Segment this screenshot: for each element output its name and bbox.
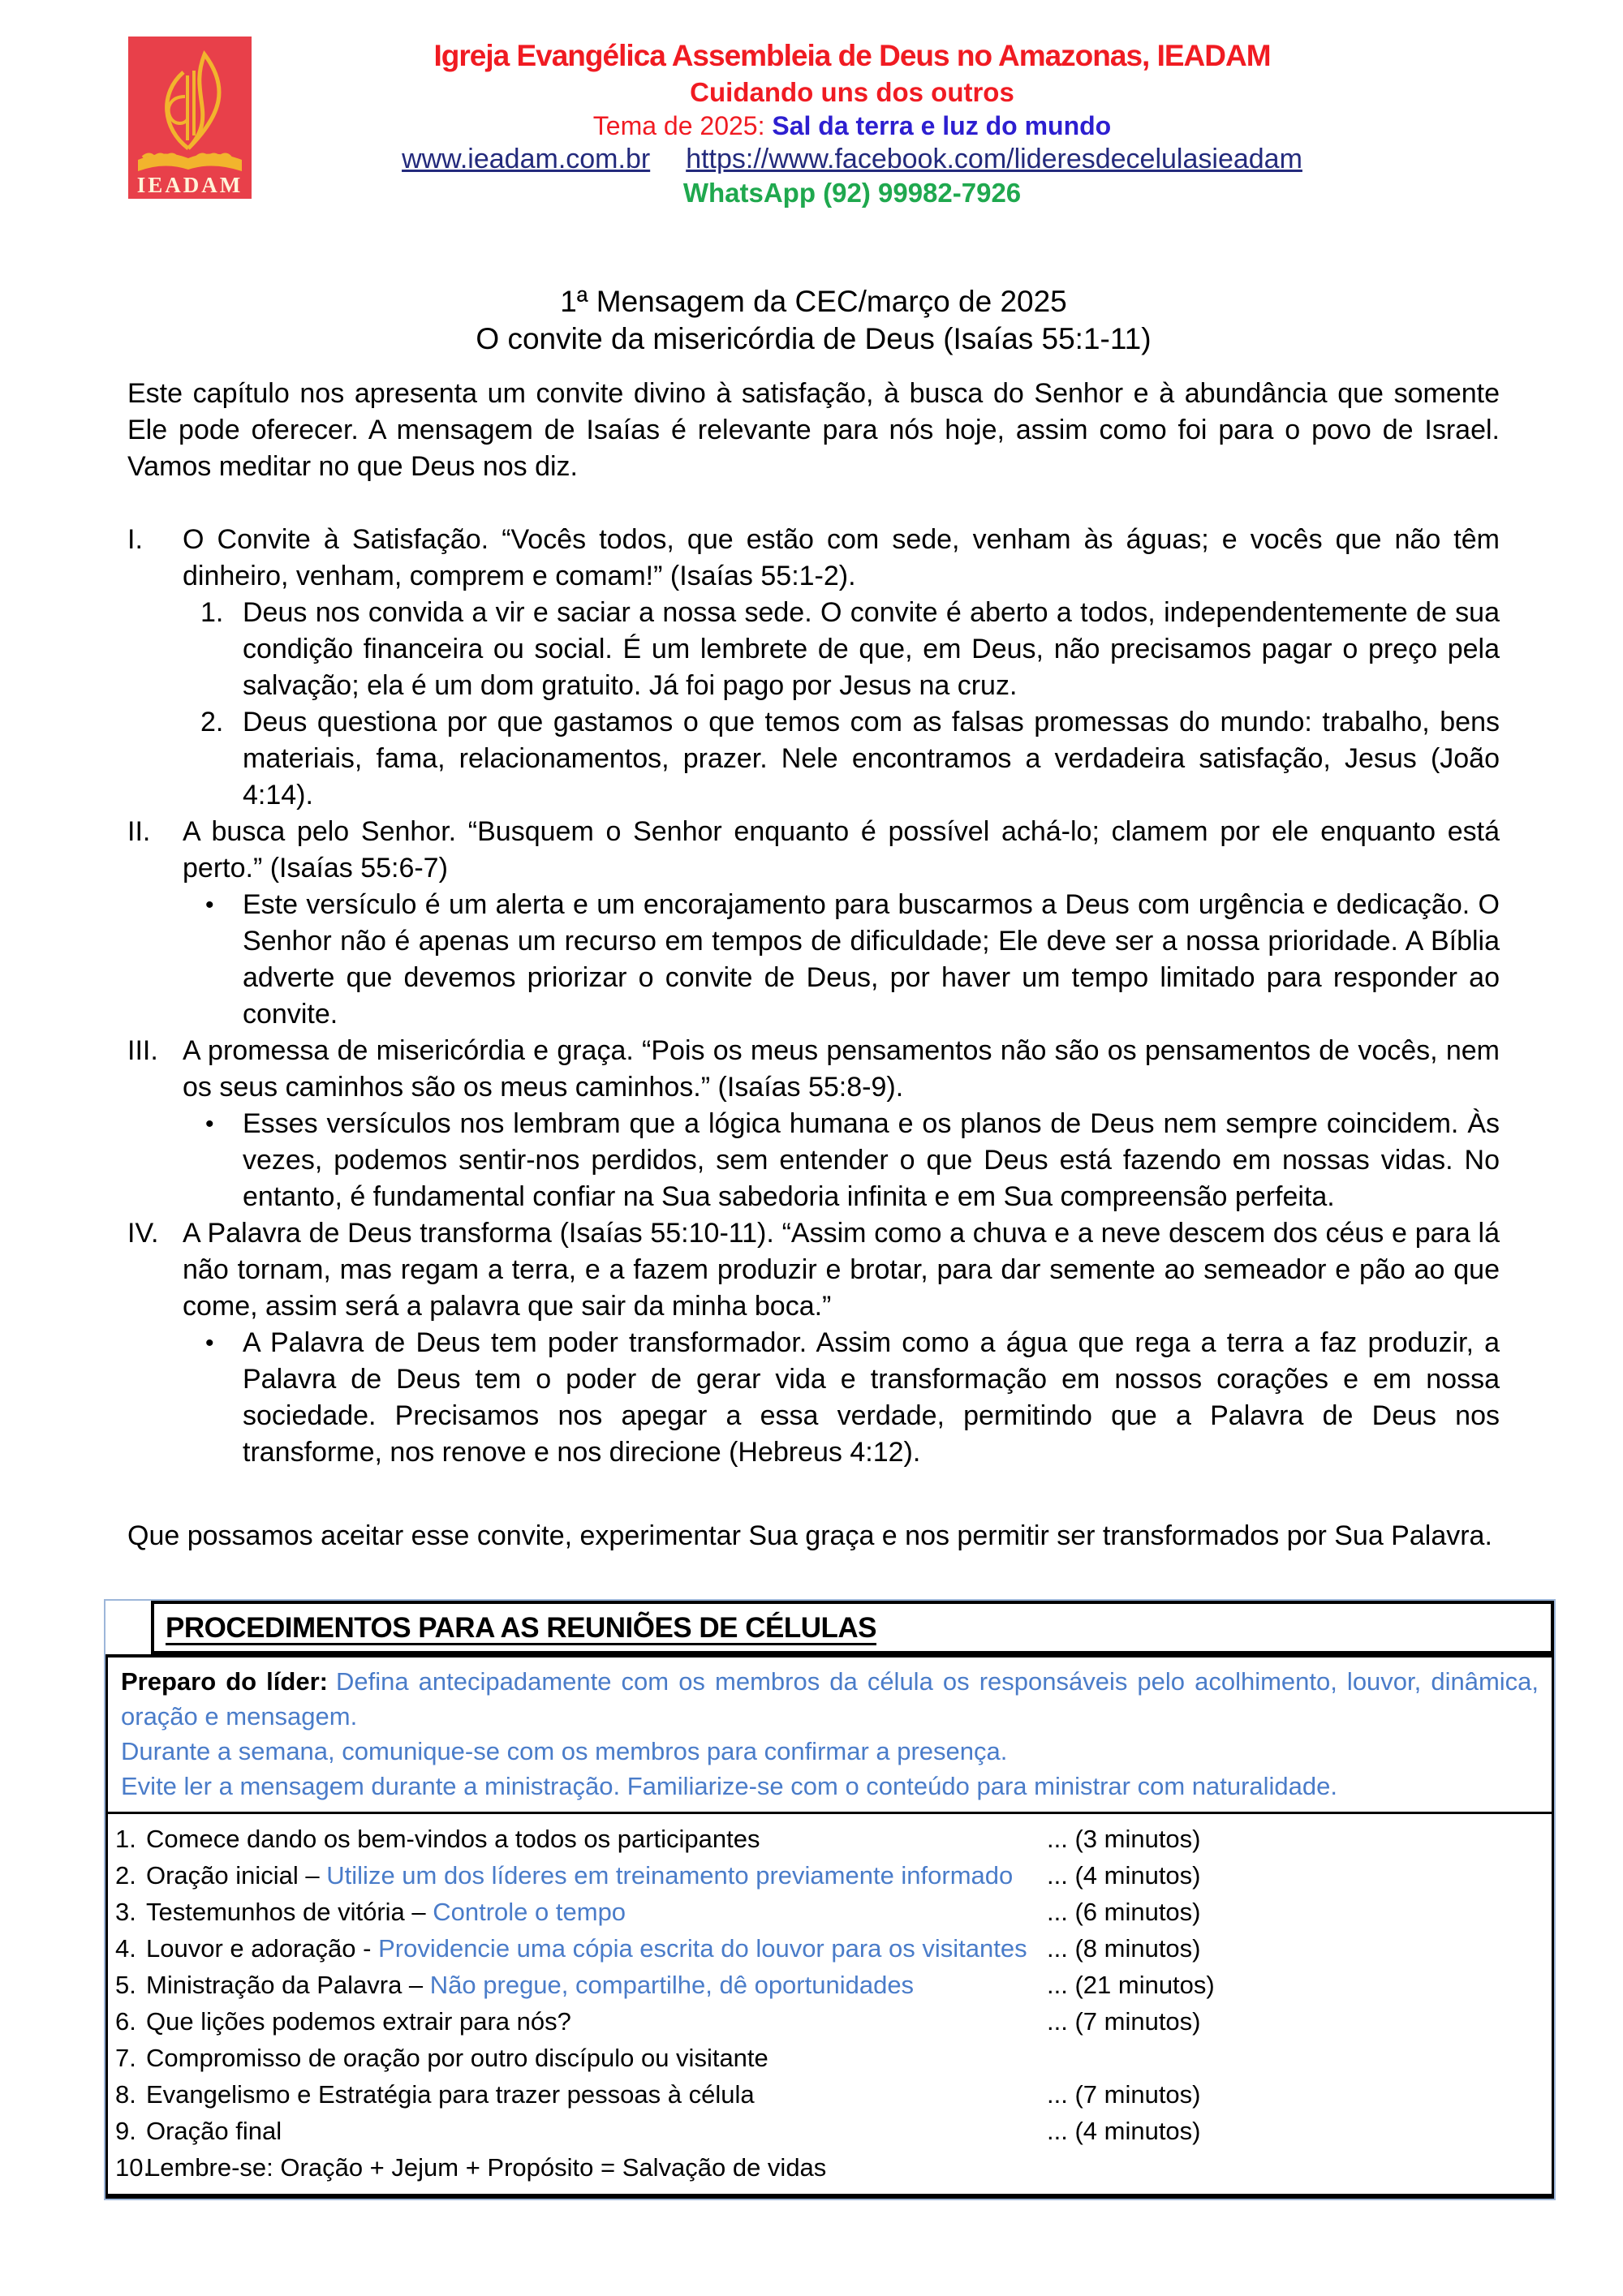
procedure-row [115, 2076, 1542, 2113]
procedure-duration: ... (7 minutos) [1047, 2007, 1201, 2036]
procedure-label: Oração inicial – [146, 1861, 327, 1890]
procedure-number: 2. [115, 1861, 136, 1890]
outline-item [127, 814, 1500, 887]
procedure-number: 6. [115, 2007, 136, 2036]
procedure-duration: ... (4 minutos) [1047, 2117, 1201, 2145]
procedure-duration: ... (4 minutos) [1047, 1861, 1201, 1890]
outline-subitem [127, 1325, 1500, 1471]
procedure-number: 4. [115, 1934, 136, 1963]
procedure-row [115, 1894, 1542, 1930]
whatsapp-line: WhatsApp (92) 99982-7926 [682, 178, 1022, 208]
outline-item [127, 522, 1500, 595]
prep-note: Evite ler a mensagem durante a ministração. Familiarize-se com o conteúdo para ministrar com naturalidade. [121, 1772, 1338, 1800]
procedure-number: 5. [115, 1971, 136, 1999]
intro-paragraph: Este capítulo nos apresenta um convite divino à satisfação, à busca do Senhor e à abundância que somente Ele pode oferecer. A mensagem de Isaías é relevante para nós hoje, assim como foi para o povo de Israel. Vamos meditar no que Deus nos diz. [127, 378, 1500, 482]
procedure-label: Testemunhos de vitória – [146, 1898, 433, 1926]
procedure-note: Providencie uma cópia escrita do louvor para os visitantes [378, 1934, 1027, 1963]
org-tagline: Cuidando uns dos outros [690, 77, 1014, 107]
procedures-heading: PROCEDIMENTOS PARA AS REUNIÕES DE CÉLULAS [166, 1612, 876, 1644]
procedure-row [115, 1967, 1542, 2003]
outline-subitem [127, 1106, 1500, 1215]
procedure-number: 10. [115, 2153, 151, 2182]
procedure-number: 8. [115, 2080, 136, 2109]
procedure-number: 1. [115, 1825, 136, 1853]
procedure-label: Ministração da Palavra – [146, 1971, 430, 1999]
procedure-label: Comece dando os bem-vindos a todos os participantes [146, 1825, 760, 1853]
outline-text: O Convite à Satisfação. “Vocês todos, que estão com sede, venham às águas; e vocês que não têm dinheiro, venham, comprem e comam!” (Isaías 55:1-2). [183, 524, 1500, 591]
procedure-note: Utilize um dos líderes em treinamento previamente informado [326, 1861, 1014, 1890]
theme-label: Tema de 2025: [592, 111, 765, 140]
procedure-row [115, 2113, 1542, 2149]
procedure-row [115, 1930, 1542, 1967]
outline-marker: II. [127, 816, 151, 847]
procedure-label: Evangelismo e Estratégia para trazer pessoas à célula [146, 2080, 755, 2109]
outline-text: A busca pelo Senhor. “Busquem o Senhor enquanto é possível achá-lo; clamem por ele enquanto está perto.” (Isaías 55:6-7) [183, 816, 1500, 884]
leader-prep-paragraph [121, 1664, 1539, 1734]
procedure-number: 7. [115, 2044, 136, 2072]
leader-prep-cell [105, 1654, 1554, 1812]
procedures-heading-cell [151, 1601, 1554, 1654]
procedure-duration: ... (3 minutos) [1047, 1825, 1201, 1853]
message-title [127, 283, 1500, 358]
procedure-row [115, 1821, 1542, 1857]
procedure-note: Não pregue, compartilhe, dê oportunidades [429, 1971, 915, 1999]
procedure-duration: ... (6 minutos) [1047, 1898, 1201, 1926]
procedure-note: Controle o tempo [433, 1898, 626, 1926]
outline-marker: I. [127, 524, 143, 555]
procedure-row [115, 2003, 1542, 2040]
outline-sub-text: A Palavra de Deus tem poder transformador. Assim como a água que rega a terra a faz produzir, a Palavra de Deus tem o poder de gerar vida e transformação em nossos corações e em nossa sociedade. Precisamos nos apegar a essa verdade, permitindo que a Palavra de Deus nos transforme, nos renove e nos direcione (Hebreus 4:12). [243, 1327, 1500, 1468]
closing-paragraph: Que possamos aceitar esse convite, experimentar Sua graça e nos permitir ser transformados por Sua Palavra. [127, 1520, 1492, 1551]
ieadam-logo [128, 37, 252, 199]
outline-sub-text: Esses versículos nos lembram que a lógica humana e os planos de Deus nem sempre coincidem. Às vezes, podemos sentir-nos perdidos, sem entender o que Deus está fazendo em nossas vidas. No entanto, é fundamental confiar na Sua sabedoria infinita e em Sua compreensão perfeita. [243, 1108, 1500, 1212]
procedure-label: Compromisso de oração por outro discípulo ou visitante [146, 2044, 768, 2072]
procedures-list [105, 1812, 1554, 2199]
outline-subitem [127, 704, 1500, 814]
theme-line [130, 110, 1574, 142]
procedure-row [115, 2149, 1542, 2186]
procedure-label: Lembre-se: Oração + Jejum + Propósito = Salvação de vidas [146, 2153, 827, 2182]
outline-marker: IV. [127, 1218, 159, 1249]
outline-sub-text: Este versículo é um alerta e um encorajamento para buscarmos a Deus com urgência e dedicação. O Senhor não é apenas um recurso em tempos de dificuldade; Ele deve ser a nossa prioridade. A Bíblia adverte que devemos priorizar o convite de Deus, por haver um tempo limitado para responder ao convite. [243, 889, 1500, 1030]
outline-item [127, 1215, 1500, 1325]
outline-text: A promessa de misericórdia e graça. “Pois os meus pensamentos não são os pensamentos de vocês, nem os seus caminhos são os meus caminhos.” (Isaías 55:8-9). [183, 1035, 1500, 1103]
outline-sub-marker: 2. [200, 707, 224, 737]
procedure-label: Oração final [146, 2117, 282, 2145]
outline-item [127, 1033, 1500, 1106]
procedure-duration: ... (7 minutos) [1047, 2080, 1201, 2109]
outline-marker: III. [127, 1035, 158, 1066]
logo-wordmark: IEADAM [136, 173, 243, 197]
procedure-duration: ... (21 minutos) [1047, 1971, 1215, 1999]
links-line [130, 142, 1574, 176]
theme-value: Sal da terra e luz do mundo [772, 111, 1112, 140]
outline-sub-marker: 1. [200, 597, 224, 628]
procedures-header-row [105, 1601, 1554, 1654]
outline-sub-text: Deus nos convida a vir e saciar a nossa sede. O convite é aberto a todos, independentemente de sua condição financeira ou social. É um lembrete de que, em Deus, não precisamos pagar o preço pela salvação; ela é um dom gratuito. Já foi pago por Jesus na cruz. [243, 597, 1500, 701]
message-title-line2: O convite da misericórdia de Deus (Isaías 55:1-11) [476, 322, 1152, 355]
outline-subitem [127, 887, 1500, 1033]
message-title-line1: 1ª Mensagem da CEC/março de 2025 [560, 285, 1067, 318]
procedures-table [104, 1599, 1556, 2200]
outline-subitem [127, 595, 1500, 704]
org-name: Igreja Evangélica Assembleia de Deus no Amazonas, IEADAM [433, 39, 1271, 72]
leader-prep-label: Preparo do líder: [121, 1667, 328, 1696]
document-header [0, 0, 1623, 210]
outline-text: A Palavra de Deus transforma (Isaías 55:10-11). “Assim como a chuva e a neve descem dos céus e para lá não tornam, mas regam a terra, e a fazem produzir e brotar, para dar semente ao semeador e pão ao que come, assim será a palavra que sair da minha boca.” [183, 1218, 1500, 1322]
outline-sub-text: Deus questiona por que gastamos o que temos com as falsas promessas do mundo: trabalho, bens materiais, fama, relacionamentos, prazer. Nele encontramos a verdadeira satisfação, Jesus (João 4:14). [243, 707, 1500, 810]
facebook-link[interactable]: https://www.facebook.com/lideresdecelulasieadam [686, 144, 1302, 174]
procedure-number: 9. [115, 2117, 136, 2145]
prep-note: Durante a semana, comunique-se com os membros para confirmar a presença. [121, 1737, 1008, 1765]
outline-sub-marker: • [205, 1111, 214, 1137]
outline-sub-marker: • [205, 892, 214, 918]
procedures-corner-cell [105, 1601, 151, 1654]
website-link[interactable]: www.ieadam.com.br [402, 144, 651, 174]
procedure-duration: ... (8 minutos) [1047, 1934, 1201, 1963]
leader-prep-text: Defina antecipadamente com os membros da célula os responsáveis pelo acolhimento, louvor, dinâmica, oração e mensagem. [121, 1667, 1539, 1731]
procedure-number: 3. [115, 1898, 136, 1926]
procedure-row [115, 1857, 1542, 1894]
procedure-label: Louvor e adoração - [146, 1934, 379, 1963]
procedure-row [115, 2040, 1542, 2076]
outline [127, 522, 1500, 1471]
outline-sub-marker: • [205, 1330, 214, 1357]
procedure-label: Que lições podemos extrair para nós? [146, 2007, 571, 2036]
